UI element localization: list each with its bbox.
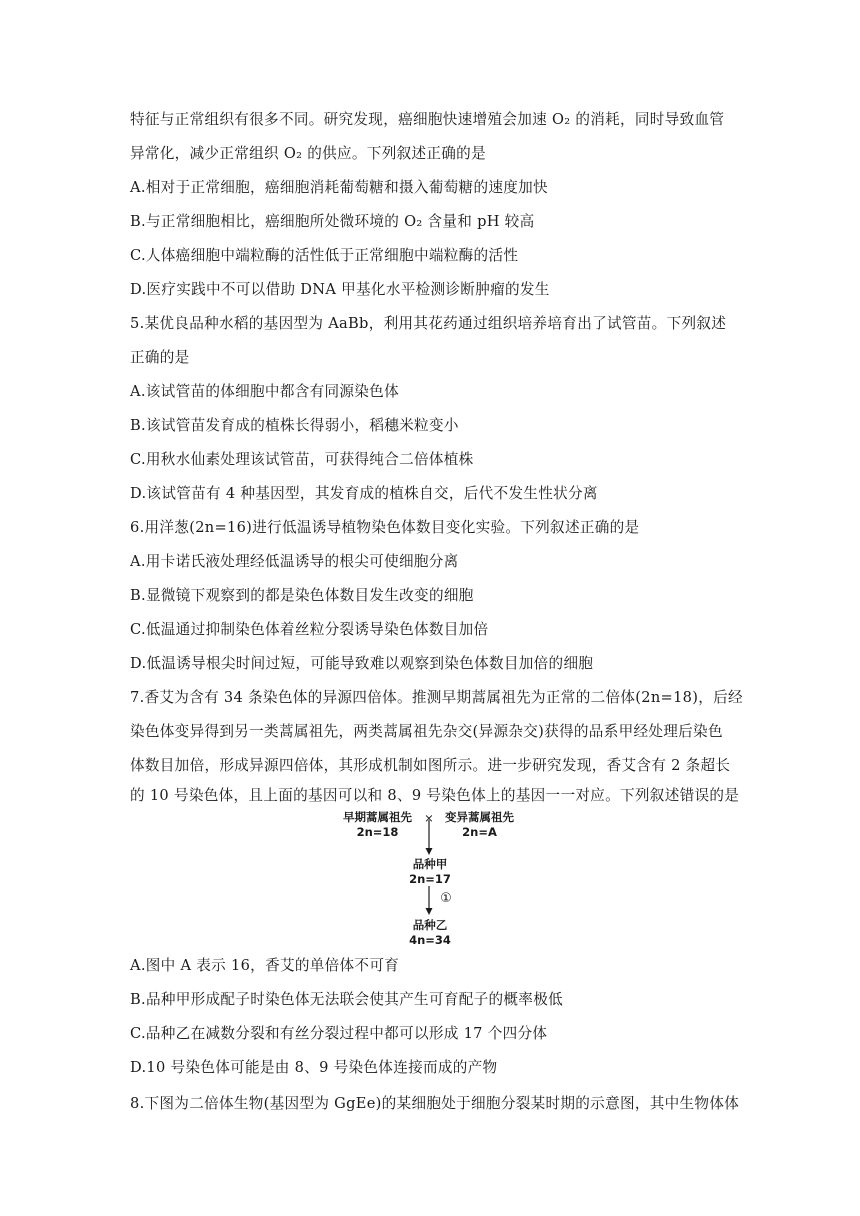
option-line: C.低温通过抑制染色体着丝粒分裂诱导染色体数目加倍: [130, 621, 489, 638]
option-line: B.该试管苗发育成的植株长得弱小，稻穗米粒变小: [130, 417, 459, 434]
question-line: 5.某优良品种水稻的基因型为 AaBb，利用其花药通过组织培养培育出了试管苗。下列叙述: [130, 315, 727, 332]
cross-symbol: ×: [424, 811, 434, 825]
option-line: A.图中 A 表示 16，香艾的单倍体不可育: [130, 957, 400, 974]
option-line: A.相对于正常细胞，癌细胞消耗葡萄糖和摄入葡萄糖的速度加快: [130, 179, 548, 196]
question-line: 正确的是: [130, 349, 190, 366]
question-line: 的 10 号染色体，且上面的基因可以和 8、9 号染色体上的基因一一对应。下列叙述错误的是: [130, 787, 740, 804]
variety-b-name: 品种乙: [412, 918, 448, 932]
question-line: 6.用洋葱(2n=16)进行低温诱导植物染色体数目变化实验。下列叙述正确的是: [130, 519, 640, 536]
option-line: D.该试管苗有 4 种基因型，其发育成的植株自交，后代不发生性状分离: [130, 485, 598, 502]
option-line: D.医疗实践中不可以借助 DNA 甲基化水平检测诊断肿瘤的发生: [130, 281, 550, 298]
option-line: B.显微镜下观察到的都是染色体数目发生改变的细胞: [130, 587, 474, 604]
parent1-chrom: 2n=18: [356, 825, 399, 839]
option-line: B.与正常细胞相比，癌细胞所处微环境的 O₂ 含量和 pH 较高: [130, 213, 535, 230]
question-line: 体数目加倍，形成异源四倍体，其形成机制如图所示。进一步研究发现，香艾含有 2 条超长: [130, 757, 731, 774]
variety-a-name: 品种甲: [412, 857, 448, 871]
question-line: 7.香艾为含有 34 条染色体的异源四倍体。推测早期蒿属祖先为正常的二倍体(2n=18)，后经: [130, 689, 743, 706]
parent2-name: 变异蒿属祖先: [445, 810, 514, 824]
option-line: C.人体癌细胞中端粒酶的活性低于正常细胞中端粒酶的活性: [130, 247, 519, 264]
step-label: ①: [440, 891, 452, 906]
hybridization-diagram: [330, 810, 550, 947]
variety-a-chrom: 2n=17: [409, 872, 451, 886]
option-line: A.该试管苗的体细胞中都含有同源染色体: [130, 383, 399, 400]
option-line: D.低温诱导根尖时间过短，可能导致难以观察到染色体数目加倍的细胞: [130, 655, 594, 672]
option-line: A.用卡诺氏液处理经低温诱导的根尖可使细胞分离: [130, 553, 459, 570]
question-line: 染色体变异得到另一类蒿属祖先，两类蒿属祖先杂交(异源杂交)获得的品系甲经处理后染色: [130, 723, 723, 740]
variety-b-chrom: 4n=34: [409, 933, 451, 947]
parent2-chrom: 2n=A: [462, 825, 497, 839]
text-line: 异常化，减少正常组织 O₂ 的供应。下列叙述正确的是: [130, 145, 486, 162]
question-line: 8.下图为二倍体生物(基因型为 GgEe)的某细胞处于细胞分裂某时期的示意图，其中生物体体: [130, 1095, 740, 1112]
option-line: D.10 号染色体可能是由 8、9 号染色体连接而成的产物: [130, 1059, 498, 1076]
option-line: C.用秋水仙素处理该试管苗，可获得纯合二倍体植株: [130, 451, 474, 468]
option-line: B.品种甲形成配子时染色体无法联会使其产生可育配子的概率极低: [130, 991, 563, 1008]
option-line: C.品种乙在减数分裂和有丝分裂过程中都可以形成 17 个四分体: [130, 1025, 548, 1042]
parent1-name: 早期蒿属祖先: [343, 810, 412, 824]
text-line: 特征与正常组织有很多不同。研究发现，癌细胞快速增殖会加速 O₂ 的消耗，同时导致血管: [130, 111, 725, 128]
